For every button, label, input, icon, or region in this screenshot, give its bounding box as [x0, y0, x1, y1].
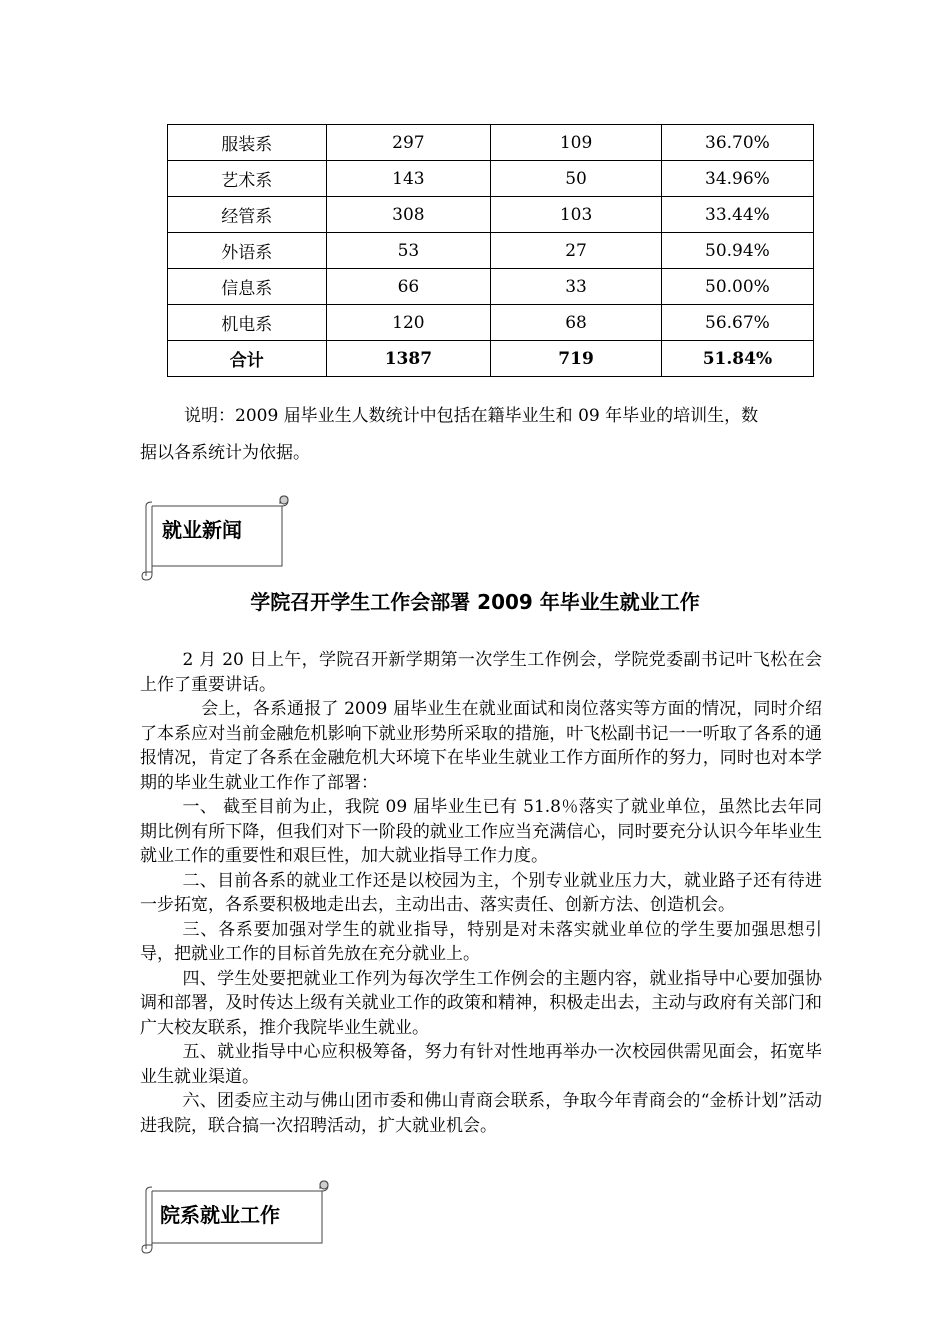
table-cell: 信息系 — [168, 269, 327, 305]
table-cell: 34.96% — [661, 161, 813, 197]
article-paragraph: 五、就业指导中心应积极筹备，努力有针对性地再举办一次校园供需见面会，拓宽毕业生就业渠道。 — [140, 1042, 822, 1087]
article-paragraph: 三、各系要加强对学生的就业指导，特别是对未落实就业单位的学生要加强思想引导，把就业工作的目标首先放在充分就业上。 — [140, 919, 822, 964]
table-cell: 1387 — [326, 341, 491, 377]
table-cell: 51.84% — [661, 341, 813, 377]
table-cell: 27 — [491, 233, 662, 269]
table-cell: 66 — [326, 269, 491, 305]
table-cell: 103 — [491, 197, 662, 233]
table-cell: 合计 — [168, 341, 327, 377]
section-title-news: 就业新闻 — [162, 518, 242, 542]
table-cell: 719 — [491, 341, 662, 377]
table-cell: 109 — [491, 125, 662, 161]
table-cell: 68 — [491, 305, 662, 341]
note-line-2: 据以各系统计为依据。 — [140, 443, 310, 463]
table-row — [168, 233, 814, 269]
article-paragraph: 2 月 20 日上午，学院召开新学期第一次学生工作例会，学院党委副书记叶飞松在会上作了重要讲话。 — [140, 650, 822, 695]
table-cell: 服装系 — [168, 125, 327, 161]
note-line-1: 说明：2009 届毕业生人数统计中包括在籍毕业生和 09 年毕业的培训生，数 — [184, 406, 759, 426]
table-cell: 50 — [491, 161, 662, 197]
section-banner-news — [140, 494, 292, 584]
article-paragraph: 会上，各系通报了 2009 届毕业生在就业面试和岗位落实等方面的情况，同时介绍了本系应对当前金融危机影响下就业形势所采取的措施，叶飞松副书记一一听取了各系的通报情况，肯定了各系在金融危机大环境下在毕业生就业工作方面所作的努力，同时也对本学期的毕业生就业工作作了部署： — [140, 699, 822, 793]
table-cell: 308 — [326, 197, 491, 233]
article-paragraph: 四、学生处要把就业工作列为每次学生工作例会的主题内容，就业指导中心要加强协调和部署，及时传达上级有关就业工作的政策和精神，积极走出去，主动与政府有关部门和广大校友联系，推介我院毕业生就业。 — [140, 968, 822, 1038]
table-cell: 53 — [326, 233, 491, 269]
table-row — [168, 197, 814, 233]
table-note — [140, 398, 820, 472]
table-cell: 艺术系 — [168, 161, 327, 197]
table-row — [168, 305, 814, 341]
article-headline: 学院召开学生工作会部署 2009 年毕业生就业工作 — [250, 590, 700, 614]
table-cell: 143 — [326, 161, 491, 197]
table-cell: 50.00% — [661, 269, 813, 305]
table-cell: 机电系 — [168, 305, 327, 341]
table-cell: 外语系 — [168, 233, 327, 269]
table-cell: 297 — [326, 125, 491, 161]
article-paragraph: 二、目前各系的就业工作还是以校园为主，个别专业就业压力大，就业路子还有待进一步拓宽，各系要积极地走出去，主动出击、落实责任、创新方法、创造机会。 — [140, 870, 822, 915]
article-paragraph: 六、团委应主动与佛山团市委和佛山青商会联系，争取今年青商会的“金桥计划”活动进我院，联合搞一次招聘活动，扩大就业机会。 — [140, 1091, 822, 1136]
employment-stats-table — [167, 124, 814, 377]
table-total-row — [168, 341, 814, 377]
article-paragraph: 一、 截至目前为止，我院 09 届毕业生已有 51.8％落实了就业单位，虽然比去年同期比例有所下降，但我们对下一阶段的就业工作应当充满信心，同时要充分认识今年毕业生就业工作的重要性和艰巨性，加大就业指导工作力度。 — [140, 797, 822, 866]
table-cell: 33 — [491, 269, 662, 305]
table-cell: 经管系 — [168, 197, 327, 233]
table-cell: 120 — [326, 305, 491, 341]
section-title-department: 院系就业工作 — [160, 1203, 280, 1227]
table-cell: 56.67% — [661, 305, 813, 341]
table-row — [168, 161, 814, 197]
section-banner-department — [140, 1179, 332, 1255]
table-row — [168, 125, 814, 161]
article-body — [140, 648, 822, 1138]
table-cell: 33.44% — [661, 197, 813, 233]
table-row — [168, 269, 814, 305]
table-cell: 36.70% — [661, 125, 813, 161]
table-cell: 50.94% — [661, 233, 813, 269]
